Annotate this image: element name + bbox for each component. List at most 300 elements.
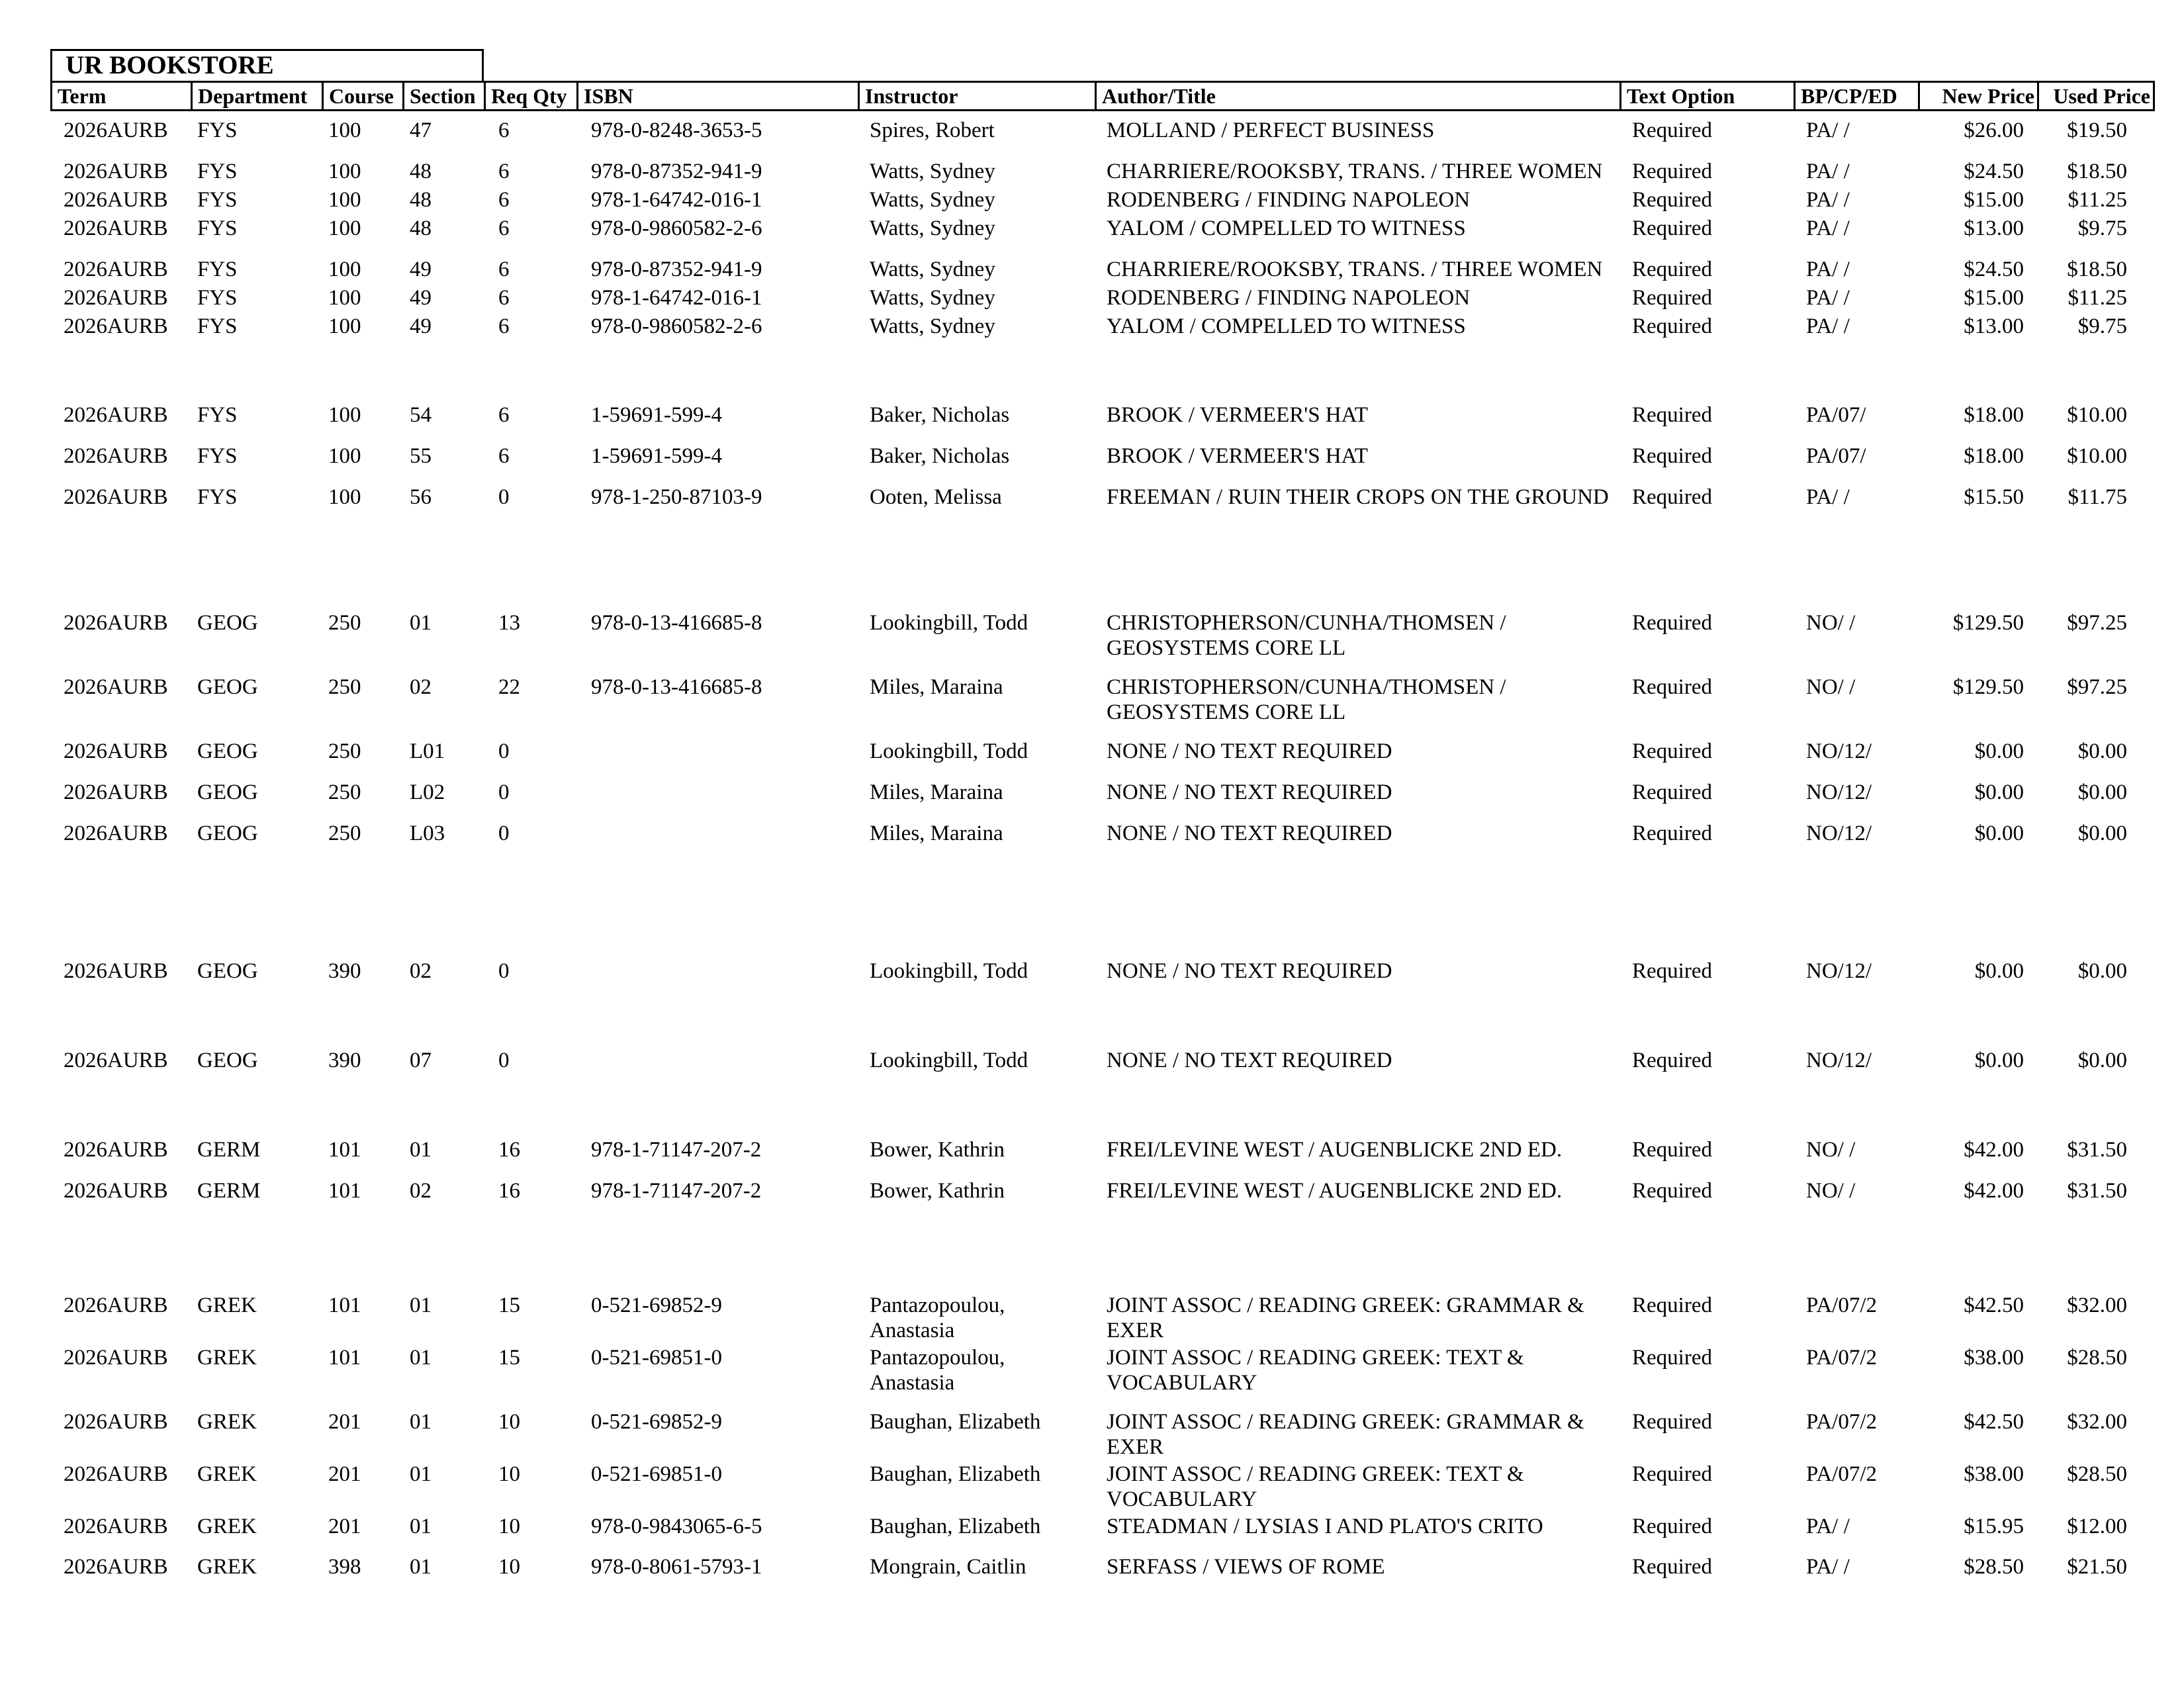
cell-req-qty: 10 bbox=[498, 1515, 520, 1538]
cell-course: 101 bbox=[328, 1346, 361, 1370]
cell-bp-cp-ed: PA/07/ bbox=[1806, 403, 1866, 427]
cell-used-price: $31.50 bbox=[2067, 1179, 2127, 1203]
cell-instructor: Watts, Sydney bbox=[870, 216, 995, 240]
cell-used-price: $18.50 bbox=[2067, 258, 2127, 281]
cell-bp-cp-ed: PA/ / bbox=[1806, 485, 1850, 509]
col-header-isbn: ISBN bbox=[578, 83, 860, 109]
cell-section: 01 bbox=[410, 1462, 432, 1486]
table-row bbox=[50, 1409, 2155, 1462]
cell-author-title: NONE / NO TEXT REQUIRED bbox=[1107, 1049, 1392, 1072]
cell-req-qty: 22 bbox=[498, 675, 520, 699]
cell-term: 2026AURB bbox=[64, 216, 168, 240]
cell-instructor: Watts, Sydney bbox=[870, 314, 995, 338]
cell-bp-cp-ed: PA/07/2 bbox=[1806, 1462, 1877, 1486]
cell-term: 2026AURB bbox=[64, 1346, 168, 1370]
cell-section: 54 bbox=[410, 403, 432, 427]
cell-term: 2026AURB bbox=[64, 780, 168, 804]
cell-department: GREK bbox=[197, 1346, 257, 1370]
cell-section: L01 bbox=[410, 739, 445, 763]
cell-req-qty: 6 bbox=[498, 286, 510, 310]
cell-new-price: $0.00 bbox=[1974, 780, 2024, 804]
cell-author-title: SERFASS / VIEWS OF ROME bbox=[1107, 1555, 1385, 1579]
cell-bp-cp-ed: PA/07/ bbox=[1806, 444, 1866, 468]
cell-new-price: $26.00 bbox=[1964, 118, 2024, 142]
col-header-used-price: Used Price bbox=[2053, 84, 2150, 108]
cell-text-option: Required bbox=[1632, 1515, 1712, 1538]
cell-used-price: $11.75 bbox=[2068, 485, 2127, 509]
cell-department: GEOG bbox=[197, 611, 258, 635]
cell-bp-cp-ed: NO/12/ bbox=[1806, 959, 1872, 983]
cell-text-option: Required bbox=[1632, 444, 1712, 468]
cell-term: 2026AURB bbox=[64, 675, 168, 699]
cell-term: 2026AURB bbox=[64, 1179, 168, 1203]
cell-author-title: BROOK / VERMEER'S HAT bbox=[1107, 403, 1368, 427]
cell-author-title: CHRISTOPHERSON/CUNHA/THOMSEN / GEOSYSTEMS CORE LL bbox=[1107, 675, 1506, 724]
cell-used-price: $21.50 bbox=[2067, 1555, 2127, 1579]
cell-instructor: Baughan, Elizabeth bbox=[870, 1515, 1041, 1538]
cell-department: FYS bbox=[197, 258, 238, 281]
cell-department: GREK bbox=[197, 1410, 257, 1434]
cell-instructor: Watts, Sydney bbox=[870, 188, 995, 212]
cell-req-qty: 0 bbox=[498, 959, 510, 983]
cell-req-qty: 6 bbox=[498, 188, 510, 212]
cell-bp-cp-ed: PA/ / bbox=[1806, 1555, 1850, 1579]
cell-req-qty: 0 bbox=[498, 739, 510, 763]
cell-new-price: $15.00 bbox=[1964, 286, 2024, 310]
cell-used-price: $32.00 bbox=[2067, 1410, 2127, 1434]
cell-term: 2026AURB bbox=[64, 118, 168, 142]
cell-section: 48 bbox=[410, 188, 432, 212]
cell-bp-cp-ed: NO/12/ bbox=[1806, 780, 1872, 804]
table-row bbox=[50, 675, 2155, 727]
cell-department: GEOG bbox=[197, 821, 258, 845]
cell-text-option: Required bbox=[1632, 1138, 1712, 1162]
cell-department: FYS bbox=[197, 188, 238, 212]
cell-instructor: Spires, Robert bbox=[870, 118, 995, 142]
cell-req-qty: 6 bbox=[498, 403, 510, 427]
cell-department: FYS bbox=[197, 485, 238, 509]
cell-used-price: $97.25 bbox=[2067, 675, 2127, 699]
cell-new-price: $0.00 bbox=[1974, 739, 2024, 763]
cell-author-title: YALOM / COMPELLED TO WITNESS bbox=[1107, 216, 1466, 240]
cell-department: FYS bbox=[197, 314, 238, 338]
cell-req-qty: 16 bbox=[498, 1179, 520, 1203]
col-header-bp-cp-ed: BP/CP/ED bbox=[1796, 83, 1920, 109]
cell-bp-cp-ed: PA/07/2 bbox=[1806, 1293, 1877, 1317]
table-row bbox=[50, 314, 2155, 367]
cell-section: 55 bbox=[410, 444, 432, 468]
cell-course: 100 bbox=[328, 188, 361, 212]
cell-isbn: 978-0-13-416685-8 bbox=[591, 675, 762, 699]
cell-department: GREK bbox=[197, 1515, 257, 1538]
cell-new-price: $0.00 bbox=[1974, 821, 2024, 845]
cell-section: 01 bbox=[410, 611, 432, 635]
col-header-instructor: Instructor bbox=[860, 83, 1097, 109]
cell-department: GEOG bbox=[197, 959, 258, 983]
cell-term: 2026AURB bbox=[64, 403, 168, 427]
cell-used-price: $10.00 bbox=[2067, 403, 2127, 427]
cell-bp-cp-ed: PA/07/2 bbox=[1806, 1346, 1877, 1370]
table-row bbox=[50, 1293, 2155, 1346]
table-row bbox=[50, 485, 2155, 538]
cell-isbn: 0-521-69852-9 bbox=[591, 1410, 722, 1434]
cell-isbn: 978-0-87352-941-9 bbox=[591, 258, 762, 281]
cell-new-price: $38.00 bbox=[1964, 1462, 2024, 1486]
cell-bp-cp-ed: NO/12/ bbox=[1806, 739, 1872, 763]
cell-author-title: RODENBERG / FINDING NAPOLEON bbox=[1107, 286, 1471, 310]
cell-author-title: JOINT ASSOC / READING GREEK: GRAMMAR & EXER bbox=[1107, 1293, 1584, 1342]
cell-isbn: 1-59691-599-4 bbox=[591, 403, 722, 427]
cell-department: GEOG bbox=[197, 1049, 258, 1072]
cell-instructor: Lookingbill, Todd bbox=[870, 611, 1028, 635]
cell-isbn: 978-1-71147-207-2 bbox=[591, 1138, 762, 1162]
cell-instructor: Baughan, Elizabeth bbox=[870, 1410, 1041, 1434]
cell-section: 01 bbox=[410, 1555, 432, 1579]
cell-isbn: 978-0-8061-5793-1 bbox=[591, 1555, 762, 1579]
cell-isbn: 978-0-87352-941-9 bbox=[591, 160, 762, 183]
cell-new-price: $15.95 bbox=[1964, 1515, 2024, 1538]
cell-req-qty: 16 bbox=[498, 1138, 520, 1162]
table-row bbox=[50, 610, 2155, 663]
cell-req-qty: 0 bbox=[498, 1049, 510, 1072]
cell-instructor: Miles, Maraina bbox=[870, 821, 1003, 845]
cell-new-price: $24.50 bbox=[1964, 160, 2024, 183]
cell-req-qty: 6 bbox=[498, 216, 510, 240]
cell-course: 390 bbox=[328, 959, 361, 983]
store-title: UR BOOKSTORE bbox=[50, 49, 484, 81]
cell-used-price: $0.00 bbox=[2077, 821, 2127, 845]
cell-bp-cp-ed: NO/ / bbox=[1806, 675, 1856, 699]
cell-instructor: Baker, Nicholas bbox=[870, 444, 1010, 468]
table-row bbox=[50, 1178, 2155, 1231]
cell-author-title: BROOK / VERMEER'S HAT bbox=[1107, 444, 1368, 468]
cell-req-qty: 15 bbox=[498, 1293, 520, 1317]
cell-bp-cp-ed: NO/ / bbox=[1806, 1179, 1856, 1203]
cell-department: GREK bbox=[197, 1462, 257, 1486]
cell-instructor: Miles, Maraina bbox=[870, 675, 1003, 699]
cell-req-qty: 10 bbox=[498, 1410, 520, 1434]
cell-department: GEOG bbox=[197, 780, 258, 804]
cell-instructor: Pantazopoulou, Anastasia bbox=[870, 1346, 1005, 1395]
cell-term: 2026AURB bbox=[64, 1138, 168, 1162]
cell-used-price: $19.50 bbox=[2067, 118, 2127, 142]
cell-department: FYS bbox=[197, 216, 238, 240]
cell-section: 01 bbox=[410, 1410, 432, 1434]
cell-bp-cp-ed: PA/ / bbox=[1806, 1515, 1850, 1538]
cell-author-title: CHARRIERE/ROOKSBY, TRANS. / THREE WOMEN bbox=[1107, 258, 1603, 281]
cell-req-qty: 0 bbox=[498, 780, 510, 804]
cell-new-price: $15.00 bbox=[1964, 188, 2024, 212]
cell-instructor: Watts, Sydney bbox=[870, 160, 995, 183]
table-header bbox=[50, 81, 2155, 111]
cell-new-price: $13.00 bbox=[1964, 314, 2024, 338]
cell-author-title: CHARRIERE/ROOKSBY, TRANS. / THREE WOMEN bbox=[1107, 160, 1603, 183]
cell-department: GREK bbox=[197, 1555, 257, 1579]
cell-bp-cp-ed: PA/ / bbox=[1806, 286, 1850, 310]
cell-instructor: Pantazopoulou, Anastasia bbox=[870, 1293, 1005, 1342]
cell-course: 100 bbox=[328, 403, 361, 427]
cell-course: 398 bbox=[328, 1555, 361, 1579]
cell-text-option: Required bbox=[1632, 739, 1712, 763]
cell-author-title: RODENBERG / FINDING NAPOLEON bbox=[1107, 188, 1471, 212]
cell-course: 101 bbox=[328, 1138, 361, 1162]
cell-used-price: $28.50 bbox=[2067, 1462, 2127, 1486]
cell-instructor: Mongrain, Caitlin bbox=[870, 1555, 1026, 1579]
cell-text-option: Required bbox=[1632, 959, 1712, 983]
cell-term: 2026AURB bbox=[64, 1410, 168, 1434]
cell-bp-cp-ed: NO/ / bbox=[1806, 1138, 1856, 1162]
cell-text-option: Required bbox=[1632, 1293, 1712, 1317]
cell-bp-cp-ed: PA/ / bbox=[1806, 188, 1850, 212]
cell-text-option: Required bbox=[1632, 314, 1712, 338]
cell-term: 2026AURB bbox=[64, 1293, 168, 1317]
cell-author-title: NONE / NO TEXT REQUIRED bbox=[1107, 780, 1392, 804]
cell-text-option: Required bbox=[1632, 675, 1712, 699]
cell-text-option: Required bbox=[1632, 1462, 1712, 1486]
cell-course: 100 bbox=[328, 258, 361, 281]
cell-term: 2026AURB bbox=[64, 286, 168, 310]
col-header-course: Course bbox=[324, 83, 404, 109]
cell-course: 101 bbox=[328, 1293, 361, 1317]
cell-author-title: FREI/LEVINE WEST / AUGENBLICKE 2ND ED. bbox=[1107, 1138, 1563, 1162]
cell-course: 100 bbox=[328, 444, 361, 468]
cell-new-price: $18.00 bbox=[1964, 403, 2024, 427]
cell-author-title: JOINT ASSOC / READING GREEK: GRAMMAR & EXER bbox=[1107, 1410, 1584, 1459]
cell-course: 250 bbox=[328, 611, 361, 635]
col-header-section: Section bbox=[404, 83, 486, 109]
cell-isbn: 978-1-64742-016-1 bbox=[591, 286, 762, 310]
cell-instructor: Watts, Sydney bbox=[870, 258, 995, 281]
cell-instructor: Lookingbill, Todd bbox=[870, 1049, 1028, 1072]
cell-isbn: 978-1-250-87103-9 bbox=[591, 485, 762, 509]
cell-section: 48 bbox=[410, 160, 432, 183]
cell-section: 01 bbox=[410, 1138, 432, 1162]
cell-req-qty: 13 bbox=[498, 611, 520, 635]
cell-isbn: 1-59691-599-4 bbox=[591, 444, 722, 468]
cell-term: 2026AURB bbox=[64, 611, 168, 635]
cell-text-option: Required bbox=[1632, 1179, 1712, 1203]
cell-bp-cp-ed: NO/12/ bbox=[1806, 821, 1872, 845]
cell-isbn: 0-521-69852-9 bbox=[591, 1293, 722, 1317]
cell-term: 2026AURB bbox=[64, 1049, 168, 1072]
cell-isbn: 0-521-69851-0 bbox=[591, 1462, 722, 1486]
cell-text-option: Required bbox=[1632, 403, 1712, 427]
cell-instructor: Lookingbill, Todd bbox=[870, 959, 1028, 983]
cell-new-price: $0.00 bbox=[1974, 1049, 2024, 1072]
cell-new-price: $18.00 bbox=[1964, 444, 2024, 468]
cell-used-price: $12.00 bbox=[2067, 1515, 2127, 1538]
cell-instructor: Baker, Nicholas bbox=[870, 403, 1010, 427]
cell-course: 201 bbox=[328, 1515, 361, 1538]
cell-bp-cp-ed: PA/ / bbox=[1806, 258, 1850, 281]
cell-req-qty: 6 bbox=[498, 118, 510, 142]
cell-author-title: NONE / NO TEXT REQUIRED bbox=[1107, 821, 1392, 845]
cell-bp-cp-ed: PA/07/2 bbox=[1806, 1410, 1877, 1434]
cell-new-price: $28.50 bbox=[1964, 1555, 2024, 1579]
cell-term: 2026AURB bbox=[64, 959, 168, 983]
cell-instructor: Bower, Kathrin bbox=[870, 1179, 1005, 1203]
cell-new-price: $42.00 bbox=[1964, 1179, 2024, 1203]
cell-text-option: Required bbox=[1632, 188, 1712, 212]
cell-isbn: 978-1-71147-207-2 bbox=[591, 1179, 762, 1203]
cell-department: GERM bbox=[197, 1138, 261, 1162]
cell-department: FYS bbox=[197, 286, 238, 310]
cell-course: 201 bbox=[328, 1462, 361, 1486]
cell-req-qty: 6 bbox=[498, 160, 510, 183]
cell-req-qty: 10 bbox=[498, 1555, 520, 1579]
cell-used-price: $0.00 bbox=[2077, 739, 2127, 763]
table-row bbox=[50, 821, 2155, 874]
cell-used-price: $0.00 bbox=[2077, 780, 2127, 804]
cell-text-option: Required bbox=[1632, 1410, 1712, 1434]
cell-used-price: $9.75 bbox=[2077, 314, 2127, 338]
cell-section: L03 bbox=[410, 821, 445, 845]
cell-instructor: Ooten, Melissa bbox=[870, 485, 1002, 509]
cell-author-title: FREEMAN / RUIN THEIR CROPS ON THE GROUND bbox=[1107, 485, 1609, 509]
cell-course: 100 bbox=[328, 485, 361, 509]
cell-course: 100 bbox=[328, 314, 361, 338]
cell-bp-cp-ed: PA/ / bbox=[1806, 160, 1850, 183]
col-header-text-option: Text Option bbox=[1621, 83, 1796, 109]
cell-author-title: STEADMAN / LYSIAS I AND PLATO'S CRITO bbox=[1107, 1515, 1543, 1538]
table-row bbox=[50, 1554, 2155, 1607]
cell-req-qty: 15 bbox=[498, 1346, 520, 1370]
cell-text-option: Required bbox=[1632, 611, 1712, 635]
cell-text-option: Required bbox=[1632, 118, 1712, 142]
cell-section: 49 bbox=[410, 286, 432, 310]
cell-text-option: Required bbox=[1632, 1555, 1712, 1579]
cell-course: 250 bbox=[328, 675, 361, 699]
cell-section: 02 bbox=[410, 1179, 432, 1203]
cell-term: 2026AURB bbox=[64, 160, 168, 183]
cell-new-price: $129.50 bbox=[1952, 611, 2024, 635]
col-header-new-price: New Price bbox=[1920, 83, 2039, 109]
cell-bp-cp-ed: PA/ / bbox=[1806, 314, 1850, 338]
cell-used-price: $0.00 bbox=[2077, 1049, 2127, 1072]
cell-section: 02 bbox=[410, 959, 432, 983]
cell-course: 201 bbox=[328, 1410, 361, 1434]
cell-req-qty: 6 bbox=[498, 314, 510, 338]
cell-course: 100 bbox=[328, 160, 361, 183]
cell-department: GREK bbox=[197, 1293, 257, 1317]
cell-used-price: $32.00 bbox=[2067, 1293, 2127, 1317]
cell-text-option: Required bbox=[1632, 1346, 1712, 1370]
cell-section: 56 bbox=[410, 485, 432, 509]
cell-term: 2026AURB bbox=[64, 314, 168, 338]
cell-req-qty: 0 bbox=[498, 485, 510, 509]
cell-isbn: 978-0-8248-3653-5 bbox=[591, 118, 762, 142]
cell-instructor: Baughan, Elizabeth bbox=[870, 1462, 1041, 1486]
cell-used-price: $9.75 bbox=[2077, 216, 2127, 240]
cell-course: 250 bbox=[328, 780, 361, 804]
col-header-department: Department bbox=[193, 83, 324, 109]
cell-text-option: Required bbox=[1632, 216, 1712, 240]
cell-isbn: 0-521-69851-0 bbox=[591, 1346, 722, 1370]
cell-author-title: NONE / NO TEXT REQUIRED bbox=[1107, 739, 1392, 763]
cell-text-option: Required bbox=[1632, 286, 1712, 310]
cell-department: FYS bbox=[197, 403, 238, 427]
cell-text-option: Required bbox=[1632, 780, 1712, 804]
cell-course: 390 bbox=[328, 1049, 361, 1072]
cell-department: GERM bbox=[197, 1179, 261, 1203]
cell-isbn: 978-0-9860582-2-6 bbox=[591, 216, 762, 240]
cell-department: GEOG bbox=[197, 739, 258, 763]
col-header-req-qty: Req Qty bbox=[486, 83, 578, 109]
cell-department: FYS bbox=[197, 160, 238, 183]
cell-section: 47 bbox=[410, 118, 432, 142]
cell-section: 01 bbox=[410, 1346, 432, 1370]
cell-used-price: $97.25 bbox=[2067, 611, 2127, 635]
cell-course: 101 bbox=[328, 1179, 361, 1203]
cell-used-price: $11.25 bbox=[2068, 188, 2127, 212]
cell-bp-cp-ed: PA/ / bbox=[1806, 216, 1850, 240]
cell-department: FYS bbox=[197, 118, 238, 142]
cell-author-title: MOLLAND / PERFECT BUSINESS bbox=[1107, 118, 1435, 142]
cell-new-price: $15.50 bbox=[1964, 485, 2024, 509]
cell-department: FYS bbox=[197, 444, 238, 468]
cell-section: 48 bbox=[410, 216, 432, 240]
cell-used-price: $18.50 bbox=[2067, 160, 2127, 183]
cell-bp-cp-ed: NO/12/ bbox=[1806, 1049, 1872, 1072]
cell-req-qty: 0 bbox=[498, 821, 510, 845]
cell-course: 100 bbox=[328, 286, 361, 310]
cell-course: 250 bbox=[328, 739, 361, 763]
cell-author-title: JOINT ASSOC / READING GREEK: TEXT & VOCABULARY bbox=[1107, 1346, 1524, 1395]
cell-used-price: $0.00 bbox=[2077, 959, 2127, 983]
cell-text-option: Required bbox=[1632, 1049, 1712, 1072]
cell-bp-cp-ed: PA/ / bbox=[1806, 118, 1850, 142]
cell-section: L02 bbox=[410, 780, 445, 804]
cell-isbn: 978-0-9860582-2-6 bbox=[591, 314, 762, 338]
cell-new-price: $13.00 bbox=[1964, 216, 2024, 240]
cell-section: 01 bbox=[410, 1293, 432, 1317]
cell-req-qty: 10 bbox=[498, 1462, 520, 1486]
cell-used-price: $28.50 bbox=[2067, 1346, 2127, 1370]
cell-term: 2026AURB bbox=[64, 1555, 168, 1579]
cell-isbn: 978-1-64742-016-1 bbox=[591, 188, 762, 212]
cell-instructor: Watts, Sydney bbox=[870, 286, 995, 310]
cell-text-option: Required bbox=[1632, 160, 1712, 183]
cell-course: 100 bbox=[328, 118, 361, 142]
cell-text-option: Required bbox=[1632, 258, 1712, 281]
col-header-author-title: Author/Title bbox=[1097, 83, 1621, 109]
cell-author-title: YALOM / COMPELLED TO WITNESS bbox=[1107, 314, 1466, 338]
cell-new-price: $42.00 bbox=[1964, 1138, 2024, 1162]
cell-instructor: Bower, Kathrin bbox=[870, 1138, 1005, 1162]
cell-text-option: Required bbox=[1632, 821, 1712, 845]
cell-instructor: Miles, Maraina bbox=[870, 780, 1003, 804]
table-row bbox=[50, 1462, 2155, 1515]
cell-course: 250 bbox=[328, 821, 361, 845]
table-row bbox=[50, 1345, 2155, 1398]
cell-req-qty: 6 bbox=[498, 444, 510, 468]
table-row bbox=[50, 1048, 2155, 1101]
cell-new-price: $0.00 bbox=[1974, 959, 2024, 983]
cell-section: 49 bbox=[410, 314, 432, 338]
cell-used-price: $31.50 bbox=[2067, 1138, 2127, 1162]
cell-term: 2026AURB bbox=[64, 188, 168, 212]
cell-req-qty: 6 bbox=[498, 258, 510, 281]
cell-term: 2026AURB bbox=[64, 1515, 168, 1538]
cell-term: 2026AURB bbox=[64, 444, 168, 468]
cell-term: 2026AURB bbox=[64, 258, 168, 281]
cell-instructor: Lookingbill, Todd bbox=[870, 739, 1028, 763]
cell-used-price: $10.00 bbox=[2067, 444, 2127, 468]
cell-bp-cp-ed: NO/ / bbox=[1806, 611, 1856, 635]
cell-author-title: CHRISTOPHERSON/CUNHA/THOMSEN / GEOSYSTEMS CORE LL bbox=[1107, 611, 1506, 660]
cell-text-option: Required bbox=[1632, 485, 1712, 509]
cell-used-price: $11.25 bbox=[2068, 286, 2127, 310]
